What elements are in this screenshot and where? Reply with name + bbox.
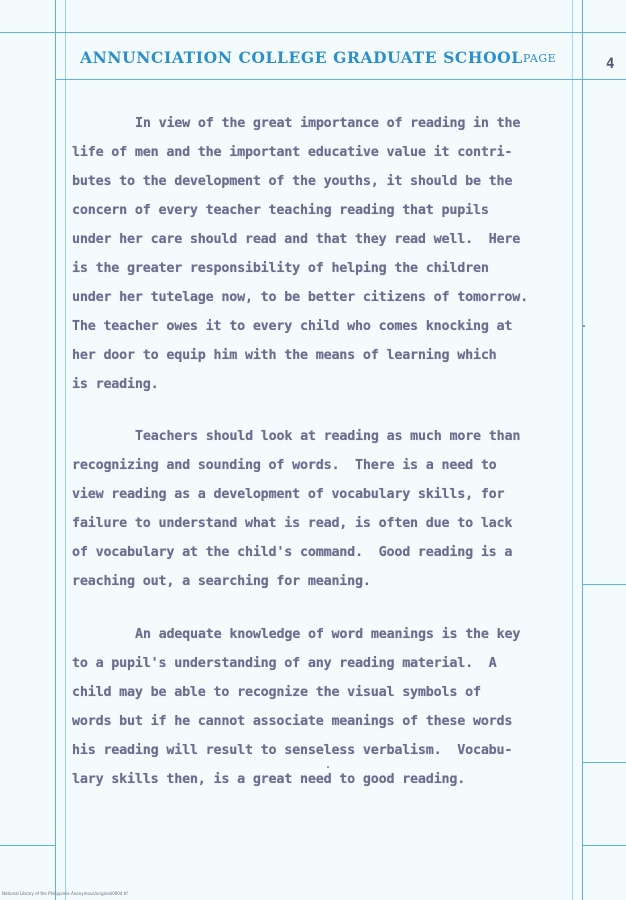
paragraph-line: recognizing and sounding of words. There is a need to xyxy=(72,458,497,473)
ink-speck xyxy=(583,325,585,327)
paragraph-line: An adequate knowledge of word meanings is the key xyxy=(135,627,521,642)
bottom-right-rule xyxy=(582,845,626,846)
paragraph-2 xyxy=(72,422,584,596)
paragraph-line: Teachers should look at reading as much more than xyxy=(135,429,521,444)
page-header xyxy=(0,0,626,120)
paragraph-line: The teacher owes it to every child who comes knocking at xyxy=(72,319,513,334)
right-column-rule-1 xyxy=(582,584,626,585)
paragraph-line: her door to equip him with the means of learning which xyxy=(72,348,497,363)
page-label: PAGE xyxy=(523,52,557,65)
paragraph-line: his reading will result to senseless verbalism. Vocabu- xyxy=(72,743,513,758)
paragraph-line: under her care should read and that they read well. Here xyxy=(72,232,521,247)
paragraph-line: is reading. xyxy=(72,377,159,392)
paragraph-line: butes to the development of the youths, it should be the xyxy=(72,174,513,189)
paragraph-line: under her tutelage now, to be better citizens of tomorrow. xyxy=(72,290,528,305)
page-number: 4 xyxy=(606,56,615,72)
right-column-rule-2 xyxy=(582,762,626,763)
paragraph-line: to a pupil's understanding of any reading material. A xyxy=(72,656,497,671)
paragraph-line: words but if he cannot associate meanings of these words xyxy=(72,714,513,729)
paragraph-line: view reading as a development of vocabulary skills, for xyxy=(72,487,505,502)
institution-title: ANNUNCIATION COLLEGE GRADUATE SCHOOL xyxy=(80,48,523,67)
left-margin-rule xyxy=(55,0,56,900)
paragraph-gap xyxy=(72,399,584,422)
paragraph-line: concern of every teacher teaching reading that pupils xyxy=(72,203,489,218)
archive-footer-note: National Library of the Philippines Anonymous/original/0004.tif xyxy=(2,891,128,896)
paragraph-line: is the greater responsibility of helping the children xyxy=(72,261,489,276)
document-body xyxy=(72,109,584,794)
paragraph-line: In view of the great importance of reading in the xyxy=(135,116,521,131)
left-outer-rule xyxy=(65,0,66,900)
paragraph-1 xyxy=(72,109,584,399)
paragraph-line: lary skills then, is a great need to good reading. xyxy=(72,772,466,787)
paragraph-line: reaching out, a searching for meaning. xyxy=(72,574,371,589)
paragraph-line: life of men and the important educative value it contri- xyxy=(72,145,513,160)
paragraph-line: child may be able to recognize the visual symbols of xyxy=(72,685,481,700)
ink-speck xyxy=(327,766,329,768)
bottom-left-rule xyxy=(0,845,55,846)
paragraph-gap xyxy=(72,596,584,620)
paragraph-line: failure to understand what is read, is often due to lack xyxy=(72,516,513,531)
paragraph-line: of vocabulary at the child's command. Good reading is a xyxy=(72,545,513,560)
